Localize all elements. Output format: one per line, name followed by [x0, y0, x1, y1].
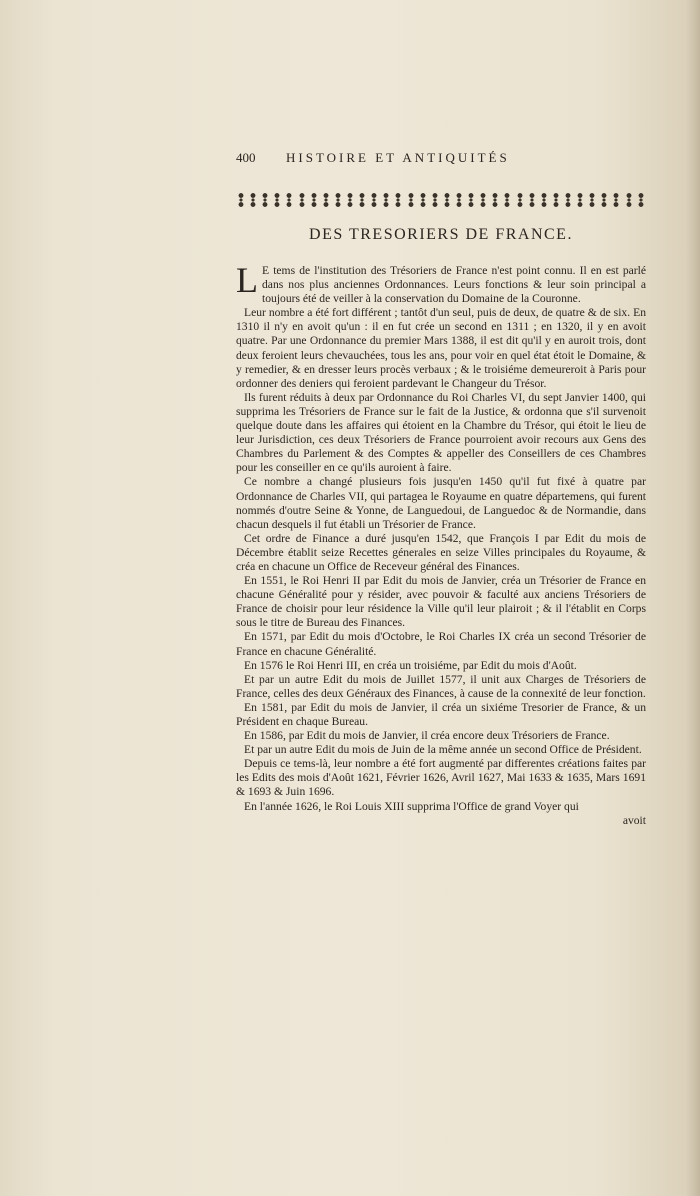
paragraph-8: En 1576 le Roi Henri III, en créa un troisiéme, par Edit du mois d'Août.: [244, 658, 577, 672]
fleuron-ornament: [551, 191, 561, 209]
fleuron-ornament: [466, 191, 476, 209]
fleuron-ornament: [599, 191, 609, 209]
fleuron-ornament: [418, 191, 428, 209]
fleuron-ornament: [357, 191, 367, 209]
fleuron-ornament: [284, 191, 294, 209]
fleuron-ornament: [539, 191, 549, 209]
fleuron-ornament: [393, 191, 403, 209]
paragraph-11: En 1586, par Edit du mois de Janvier, il créa encore deux Trésoriers de France.: [244, 729, 610, 743]
fleuron-ornament: [624, 191, 634, 209]
fleuron-ornament: [442, 191, 452, 209]
fleuron-ornament: [563, 191, 573, 209]
fleuron-ornament: [236, 191, 246, 209]
fleuron-ornament: [333, 191, 343, 209]
paragraph-3: Ils furent réduits à deux par Ordonnance du Roi Charles VI, du sept Janvier 1400, qui supprima les Trésoriers de France sur le fait de la Justice, & ordonna que s'il survenoit quelque doute dans les affaires qui étoient en la Chambre du Trésor, qui étoit le lieu de leur Jurisdiction, ces deux Trésoriers de France pourroient avoir recours aux Gens des Chambres du Parlement & des Comptes & appeller des Conseillers de ces Chambres pour les conseiller en ce qu'ils auroient à faire.: [236, 390, 646, 475]
section-title: DES TRESORIERS DE FRANCE.: [309, 226, 573, 243]
drop-cap: L: [236, 260, 258, 300]
decorative-ornament-band: [236, 189, 646, 211]
running-header: [236, 150, 646, 170]
running-title: HISTOIRE ET ANTIQUITÉS: [286, 150, 510, 165]
fleuron-ornament: [515, 191, 525, 209]
paragraph-13: Depuis ce tems-là, leur nombre a été fort augmenté par differentes créations faites par les Edits des mois d'Août 1621, Février 1626, Avril 1627, Mai 1633 & 1635, Mars 1691 & 1693 & Juin 1696.: [236, 757, 646, 799]
fleuron-ornament: [502, 191, 512, 209]
paragraph-5: Cet ordre de Finance a duré jusqu'en 1542, que François I par Edit du mois de Décembre établit seize Recettes génerales en seize Villes principales du Royaume, & créa en chacune un Office de Receveur général des Finances.: [236, 531, 646, 573]
paragraph-2: Leur nombre a été fort différent ; tantôt d'un seul, puis de deux, de quatre & de six. En 1310 il n'y en avoit qu'un : il en fut crée un second en 1311 ; en 1320, il y en avoit quatre. Par une Ordonnance du premier Mars 1388, il est dit qu'il y en auroit trois, dont deux feroient leurs chevauchées, tous les ans, pour voir en quel état étoit le Domaine, & y remedier, & en dresser leurs procès verbaux ; & le troisiéme demeureroit à Paris pour ordonner des deniers qui feroient pardevant le Changeur du Trésor.: [236, 306, 646, 390]
fleuron-ornament: [478, 191, 488, 209]
fleuron-ornament: [297, 191, 307, 209]
fleuron-ornament: [321, 191, 331, 209]
fleuron-ornament: [309, 191, 319, 209]
fleuron-ornament: [454, 191, 464, 209]
paragraph-6: En 1551, le Roi Henri II par Edit du mois de Janvier, créa un Trésorier de France en chacune Généralité pour y résider, avec pouvoir & faculté aux anciens Trésoriers de France de choisir pour leur résidence la Ville qu'il leur plairoit ; & il l'établit en Corps sous le titre de Bureau des Finances.: [236, 574, 646, 630]
paragraph-1: [236, 260, 646, 306]
paragraph-10: En 1581, par Edit du mois de Janvier, il créa un sixiéme Tresorier de France, & un Président en chaque Bureau.: [236, 700, 646, 728]
paragraph-9: Et par un autre Edit du mois de Juillet 1577, il unit aux Charges de Trésoriers de France, celles des deux Généraux des Finances, à cause de la connexité de leur fonction.: [236, 672, 646, 700]
fleuron-ornament: [406, 191, 416, 209]
paragraph-12: Et par un autre Edit du mois de Juin de la même année un second Office de Président.: [244, 743, 642, 757]
fleuron-ornament: [369, 191, 379, 209]
fleuron-ornament: [587, 191, 597, 209]
fleuron-ornament: [381, 191, 391, 209]
paragraph-7: En 1571, par Edit du mois d'Octobre, le Roi Charles IX créa un second Trésorier de France en chacune Généralité.: [236, 630, 646, 658]
paragraph-14: En l'année 1626, le Roi Louis XIII supprima l'Office de grand Voyer qui: [244, 799, 579, 813]
fleuron-ornament: [345, 191, 355, 209]
fleuron-ornament: [636, 191, 646, 209]
paragraph-1-text: E tems de l'institution des Trésoriers de France n'est point connu. Il en est parlé dans nos plus anciennes Ordonnances. Leurs fonctions & leur soin principal a toujours été de veiller à la conservation du Domaine de la Couronne.: [262, 264, 646, 306]
fleuron-ornament: [260, 191, 270, 209]
paragraph-4: Ce nombre a changé plusieurs fois jusqu'en 1450 qu'il fut fixé à quatre par Ordonnance de Charles VII, qui partagea le Royaume en quatre départemens, qui furent nommés d'outre Seine & Yonne, de Languedoui, de Languedoc & de Normandie, dans chacun desquels il fut établi un Trésorier de France.: [236, 475, 646, 531]
catchword: avoit: [622, 813, 646, 827]
body-text: [236, 260, 646, 828]
fleuron-ornament: [430, 191, 440, 209]
fleuron-ornament: [527, 191, 537, 209]
fleuron-ornament: [611, 191, 621, 209]
fleuron-ornament: [248, 191, 258, 209]
fleuron-ornament: [575, 191, 585, 209]
fleuron-ornament: [490, 191, 500, 209]
fleuron-ornament: [272, 191, 282, 209]
page-number: 400: [236, 150, 256, 165]
